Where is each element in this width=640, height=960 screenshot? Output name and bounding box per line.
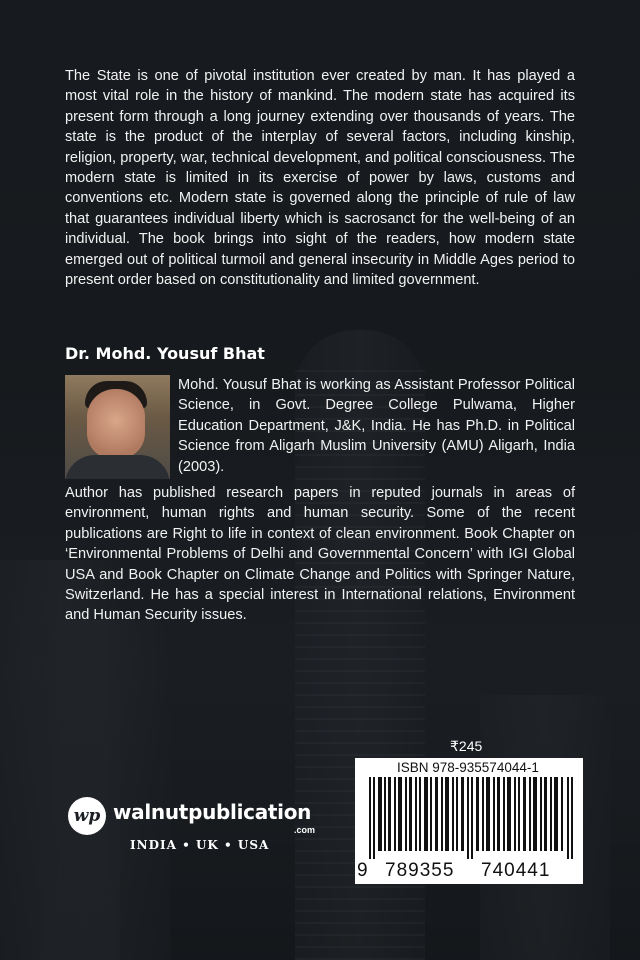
isbn-barcode bbox=[355, 758, 583, 884]
barcode-digits-left: 789355 bbox=[385, 860, 455, 881]
publisher-domain: .com bbox=[294, 825, 316, 835]
author-bio-intro: Mohd. Yousuf Bhat is working as Assistant Professor Political Science, in Govt. Degree College Pulwama, Higher Education Department, J&K, India. He has Ph.D. in Political Science from Aligarh Muslim University (AMU) Aligarh, India (2003). bbox=[178, 377, 575, 475]
walnut-logo-icon: wp bbox=[68, 797, 106, 835]
book-blurb: The State is one of pivotal institution ever created by man. It has played a most vital role in the history of mankind. The modern state has acquired its present form through a long journey extending over thousands of years. The state is the product of the interplay of several factors, including kinship, religion, property, war, technical development, and political consciousness. The modern state is limited in its exercise of power by laws, customs and conventions etc. Modern state is governed along the principle of rule of law that guarantees individual liberty which is sacrosanct for the well-being of an individual. The book brings into sight of the readers, how modern state emerged out of political turmoil and general insecurity in Middle Ages period to present order based on constitutionality and limited government. bbox=[65, 68, 575, 289]
barcode-digits-right: 740441 bbox=[481, 860, 551, 881]
author-bio-more: Author has published research papers in reputed journals in areas of environment, human rights and human security. Some of the recent publications are Right to life in context of clean environment. Book Chapter on ‘Environmental Problems of Delhi and Governmental Concern’ with IGI Global USA and Book Chapter on Climate Change and Politics with Springer Nature, Switzerland. He has a special interest in International relations, Environment and Human Security issues. bbox=[65, 485, 575, 624]
author-name: Dr. Mohd. Yousuf Bhat bbox=[65, 344, 265, 363]
publisher-name: walnutpublication bbox=[113, 800, 312, 824]
price: ₹245 bbox=[450, 738, 483, 754]
isbn-label: ISBN 978-935574044-1 bbox=[397, 760, 539, 775]
barcode-bars bbox=[367, 777, 575, 859]
barcode-digit-first: 9 bbox=[357, 860, 368, 881]
publisher-countries: INDIA • UK • USA bbox=[130, 838, 270, 852]
author-photo bbox=[65, 375, 170, 479]
